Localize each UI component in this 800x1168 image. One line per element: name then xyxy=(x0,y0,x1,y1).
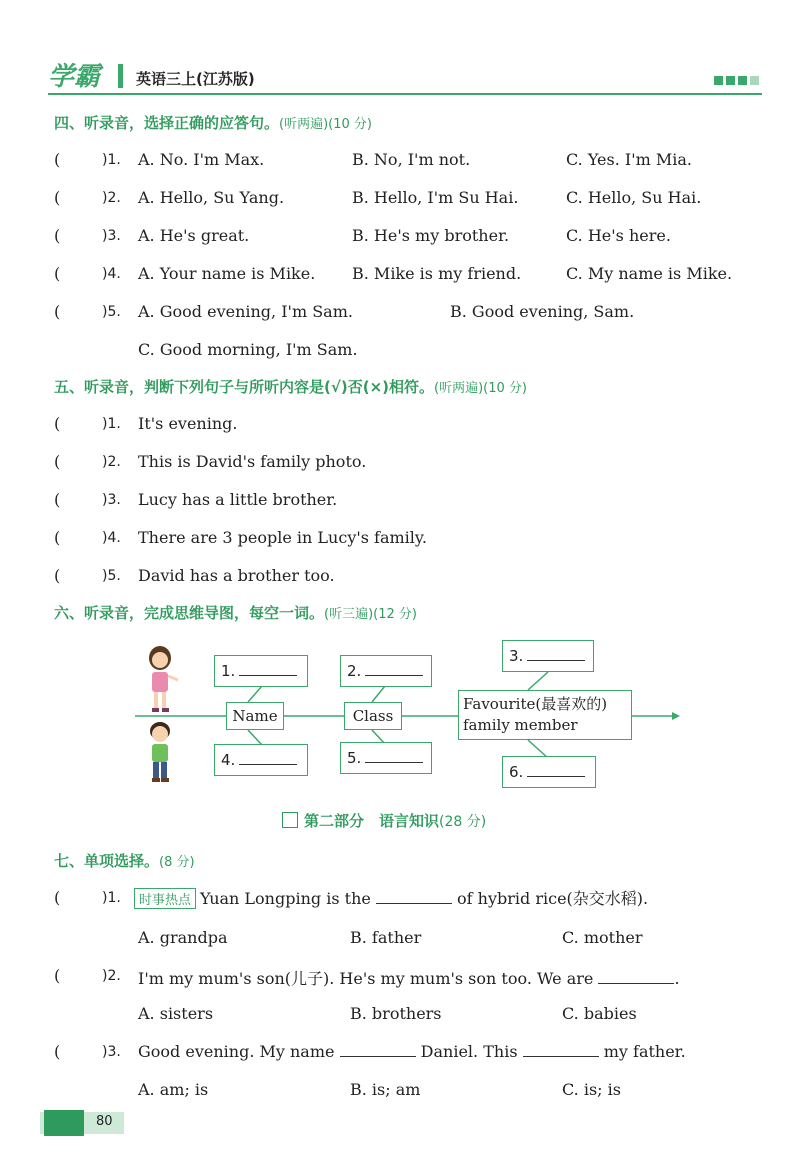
q-number: )3. xyxy=(102,228,121,244)
option-c: C. Good morning, I'm Sam. xyxy=(138,340,358,359)
q-number: )5. xyxy=(102,568,121,584)
statement: Lucy has a little brother. xyxy=(138,490,338,509)
option-b: B. is; am xyxy=(350,1080,421,1099)
statement: It's evening. xyxy=(138,414,238,433)
section-4-title: 四、听录音，选择正确的应答句。(听两遍)(10 分) xyxy=(54,114,372,132)
option-c: C. My name is Mike. xyxy=(566,264,733,283)
statement: There are 3 people in Lucy's family. xyxy=(138,528,427,547)
q-number: )5. xyxy=(102,304,121,320)
q-number: )4. xyxy=(102,266,121,282)
option-c: C. mother xyxy=(562,928,643,947)
blank-box-1[interactable]: 1. xyxy=(214,655,308,687)
answer-blank[interactable] xyxy=(239,752,297,765)
blank-box-4[interactable]: 4. xyxy=(214,744,308,776)
option-b: B. father xyxy=(350,928,422,947)
answer-blank[interactable] xyxy=(365,663,423,676)
q-number: )4. xyxy=(102,530,121,546)
pencil-icon xyxy=(44,1110,84,1136)
q-number: )1. xyxy=(102,416,121,432)
answer-blank[interactable] xyxy=(523,1042,599,1057)
option-a: A. Good evening, I'm Sam. xyxy=(138,302,353,321)
option-a: A. Hello, Su Yang. xyxy=(138,188,285,207)
section-7-title: 七、单项选择。(8 分) xyxy=(54,852,195,870)
q-number: )1. xyxy=(102,890,121,906)
current-events-tag: 时事热点 xyxy=(134,888,196,909)
option-b: B. Mike is my friend. xyxy=(352,264,522,283)
q-number: )2. xyxy=(102,190,121,206)
question-3: Good evening. My name Daniel. This my father. xyxy=(138,1042,686,1061)
option-a: A. No. I'm Max. xyxy=(138,150,265,169)
answer-blank[interactable] xyxy=(340,1042,416,1057)
q-number: )2. xyxy=(102,968,121,984)
section-6-title: 六、听录音，完成思维导图，每空一词。(听三遍)(12 分) xyxy=(54,604,417,622)
q-number: )1. xyxy=(102,152,121,168)
book-title: 英语三上(江苏版) xyxy=(136,70,255,88)
part-2-title: 第二部分 语言知识(28 分) xyxy=(304,812,487,830)
question-2: I'm my mum's son(儿子). He's my mum's son too. We are . xyxy=(138,969,680,988)
brand-logo: 学霸 xyxy=(48,62,101,92)
answer-blank[interactable] xyxy=(365,750,423,763)
boy-icon xyxy=(142,720,182,786)
name-node: Name xyxy=(226,702,284,730)
blank-box-3[interactable]: 3. xyxy=(502,640,594,672)
option-a: A. am; is xyxy=(138,1080,209,1099)
option-c: C. babies xyxy=(562,1004,637,1023)
class-node: Class xyxy=(344,702,402,730)
option-a: A. grandpa xyxy=(138,928,228,947)
q-number: )3. xyxy=(102,1044,121,1060)
answer-blank[interactable] xyxy=(598,969,674,984)
favourite-family-member-node: Favourite(最喜欢的) family member xyxy=(458,690,632,740)
answer-blank[interactable] xyxy=(376,889,452,904)
option-b: B. No, I'm not. xyxy=(352,150,471,169)
answer-blank[interactable] xyxy=(527,648,585,661)
option-c: C. Yes. I'm Mia. xyxy=(566,150,692,169)
answer-blank[interactable] xyxy=(527,764,585,777)
section-5-title: 五、听录音，判断下列句子与所听内容是(√)否(×)相符。(听两遍)(10 分) xyxy=(54,378,527,396)
option-c: C. is; is xyxy=(562,1080,621,1099)
blank-box-2[interactable]: 2. xyxy=(340,655,432,687)
q-number: )3. xyxy=(102,492,121,508)
option-b: B. He's my brother. xyxy=(352,226,510,245)
question-1: 时事热点 Yuan Longping is the of hybrid rice(杂交水稻). xyxy=(134,886,648,909)
statement: This is David's family photo. xyxy=(138,452,367,471)
option-a: A. He's great. xyxy=(138,226,250,245)
option-a: A. Your name is Mike. xyxy=(138,264,316,283)
option-b: B. Hello, I'm Su Hai. xyxy=(352,188,519,207)
pencil-note-icon xyxy=(282,812,298,828)
page-number: 80 xyxy=(96,1114,113,1129)
option-b: B. brothers xyxy=(350,1004,442,1023)
option-a: A. sisters xyxy=(138,1004,214,1023)
blank-box-5[interactable]: 5. xyxy=(340,742,432,774)
option-b: B. Good evening, Sam. xyxy=(450,302,635,321)
answer-blank[interactable] xyxy=(239,663,297,676)
option-c: C. He's here. xyxy=(566,226,671,245)
statement: David has a brother too. xyxy=(138,566,335,585)
option-c: C. Hello, Su Hai. xyxy=(566,188,702,207)
q-number: )2. xyxy=(102,454,121,470)
girl-icon xyxy=(140,644,184,716)
blank-box-6[interactable]: 6. xyxy=(502,756,596,788)
